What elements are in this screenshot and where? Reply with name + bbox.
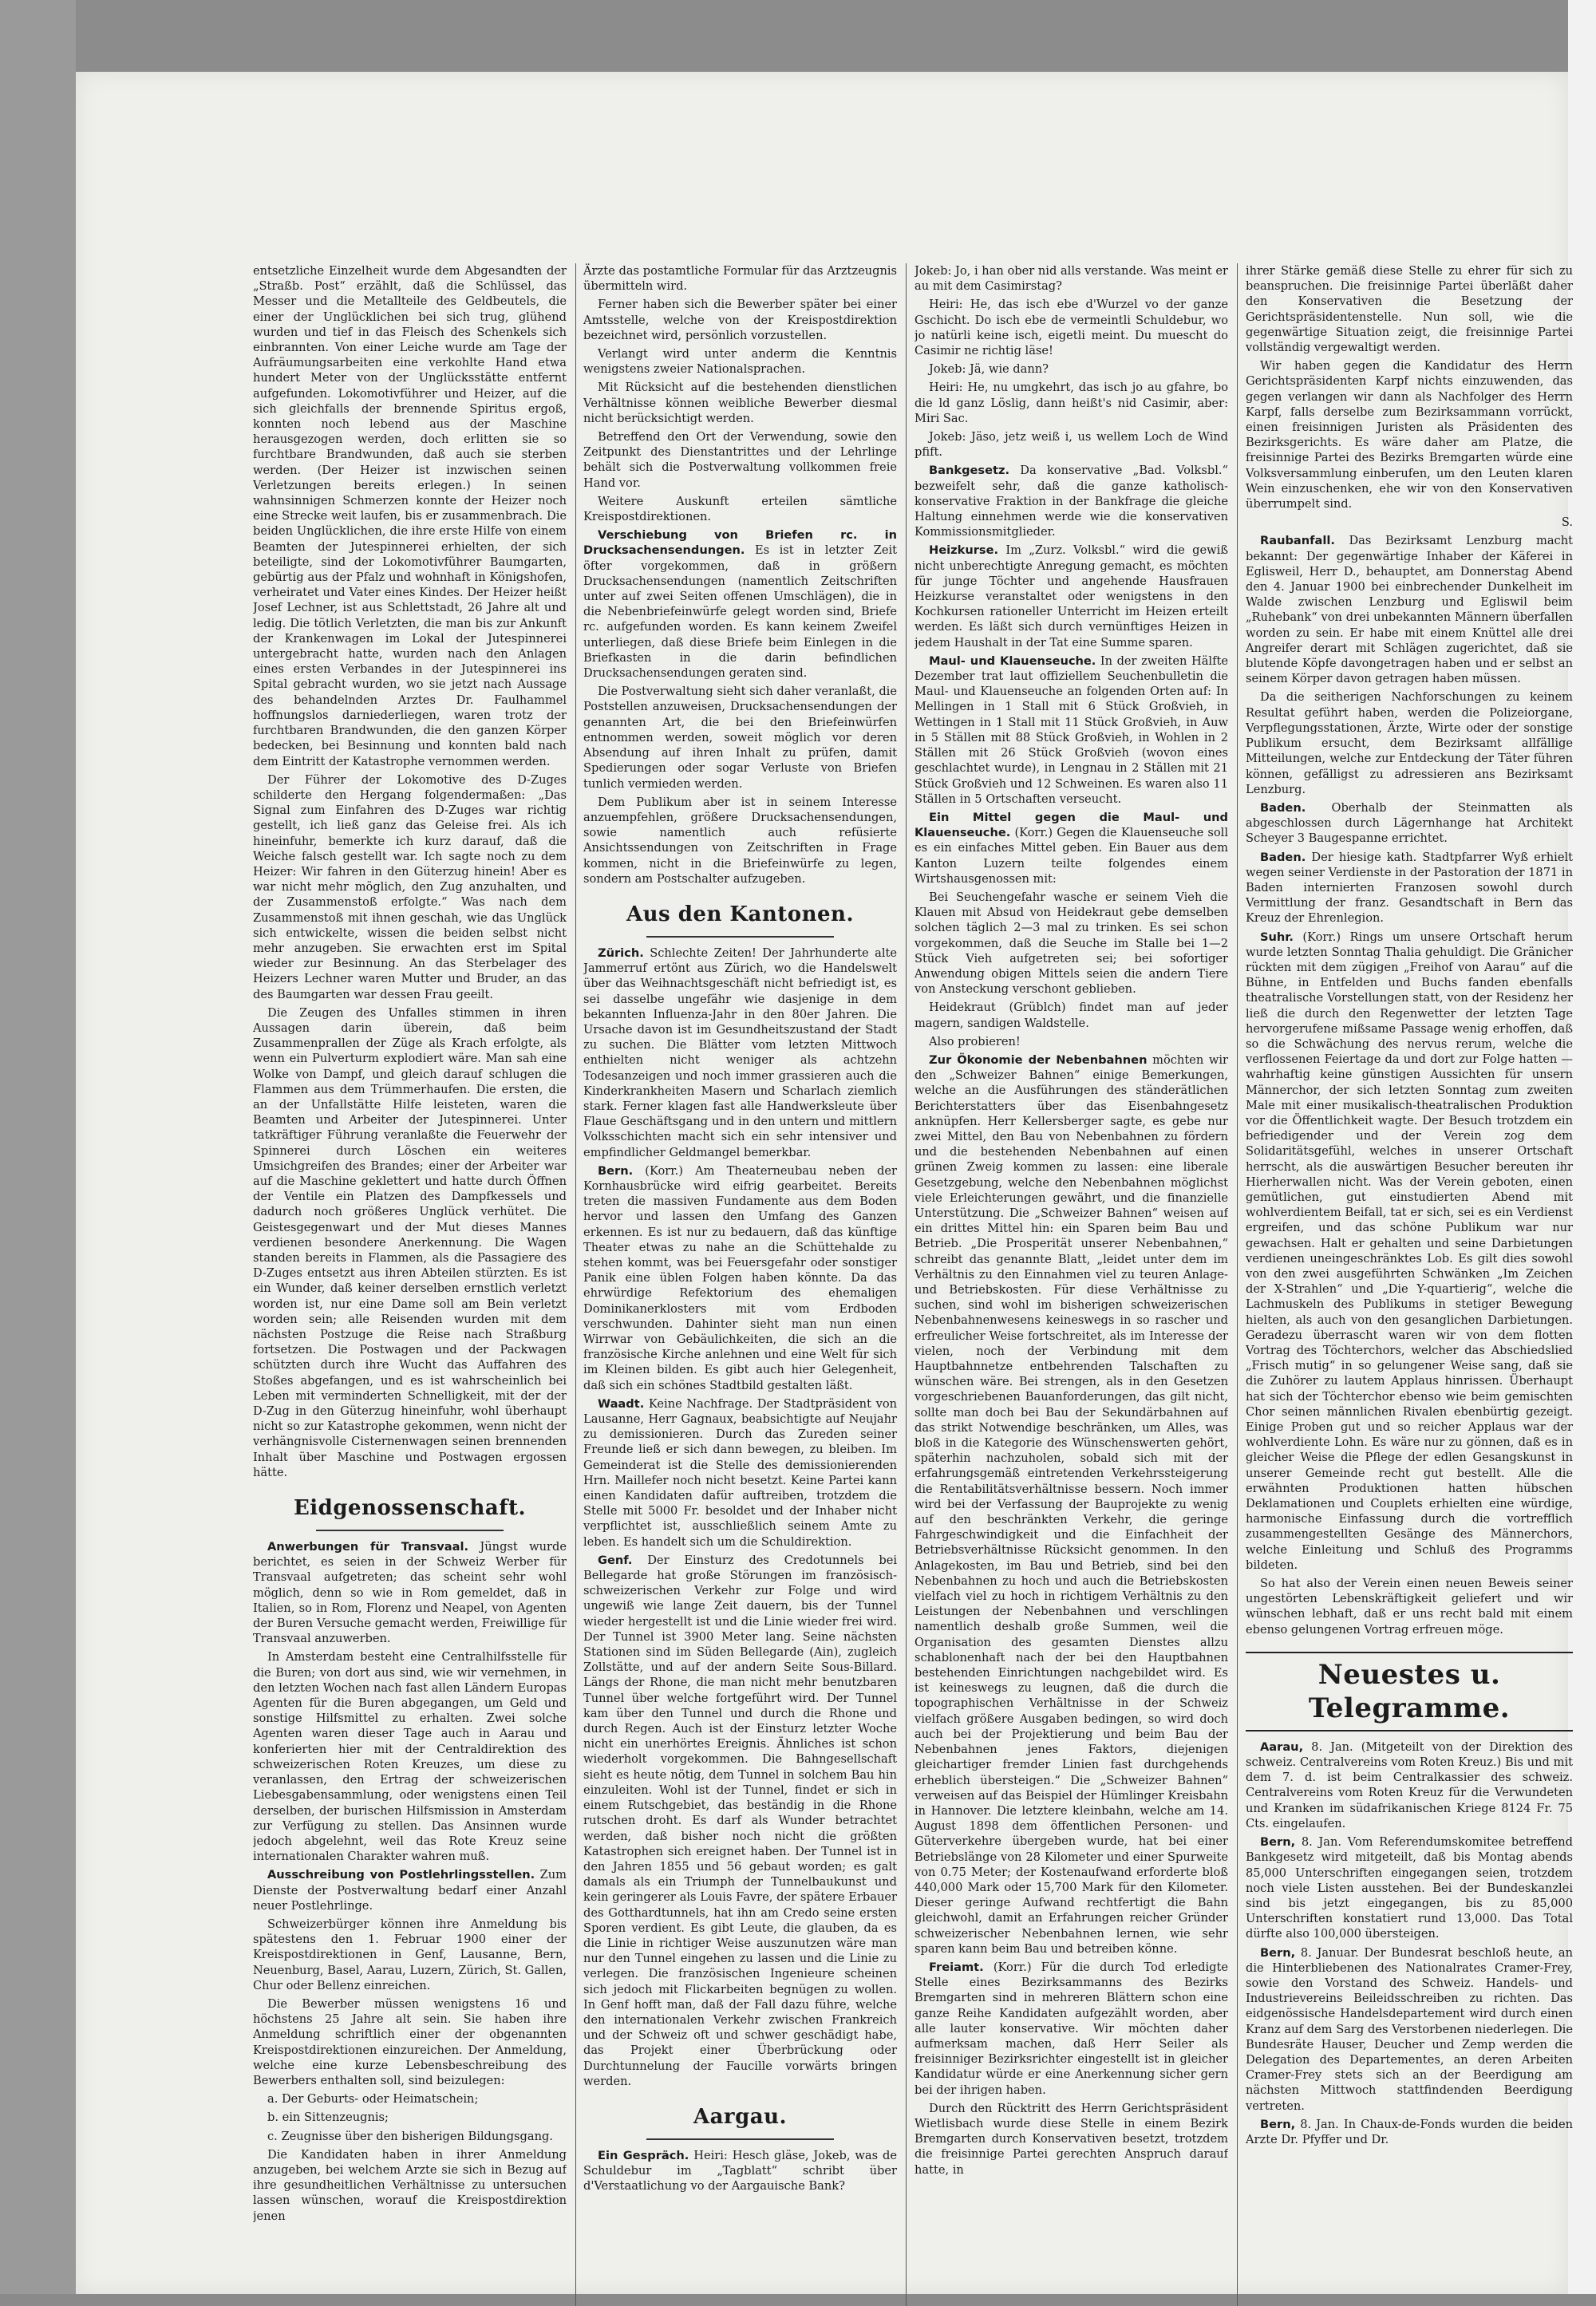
article-paragraph: Mit Rücksicht auf die bestehenden dienstlichen Verhältnisse können weibliche Bewerber diesmal nicht berücksichtigt werden.: [583, 381, 897, 425]
item-heading: Bern,: [1260, 1945, 1296, 1960]
dialog-line: Heiri: He, nu umgkehrt, das isch jo au gfahre, bo die ld ganz Löslig, dann heißt's nid Casimir, aber: Miri Sac.: [915, 381, 1228, 425]
dialog-line: Jokeb: Jäso, jetz weiß i, us wellem Loch de Wind pfift.: [915, 430, 1228, 460]
item-text: (Korr.) Am Theaterneubau neben der Kornhausbrücke wird eifrig gearbeitet. Bereits treten die massiven Fundamente aus dem Boden hervor und lassen den Umfang des Ganzen erkennen. Es ist nur zu bedauern, daß das künftige Theater etwas zu nahe an die Schüttehalde zu stehen kommt, was bei Feuersgefahr oder sonstiger Panik eine üblen Folgen haben könnte. Da das ehrwürdige Refektorium des ehemaligen Dominikanerklosters mit vom Erdboden verschwunden. Dahinter sieht man nun einen Wirrwar von Gebäulichkeiten, die sich an die französische Kirche anlehnen und eine Welt für sich im Kleinen bilden. Es gibt auch hier Gelegenheit, daß sich ein schönes Stadtbild gestalten läßt.: [583, 1163, 897, 1392]
item-text: Jüngst wurde berichtet, es seien in der Schweiz Werber für Transvaal aufgetreten; das scheint sehr wohl möglich, denn so wie in Rom gemeldet, daß in Italien, so in Rom, Florenz und Neapel, von Agenten der Buren Versuche gemacht werden, Freiwillige für Transvaal anzuwerben.: [253, 1540, 567, 1646]
item-heading: Heizkurse.: [929, 543, 999, 558]
news-item: [915, 653, 1228, 807]
newspaper-content: [253, 263, 1578, 2306]
signature: S.: [1561, 515, 1573, 530]
item-text: (Korr.) Für die durch Tod erledigte Stelle eines Bezirksammanns des Bezirks Bremgarten sind in mehreren Blättern schon eine ganze Reihe Kandidaten aufgezählt worden, aber alle lauter konservative. Wir möchten daher aufmerksam machen, daß Herr Seiler als freisinniger Bezirksrichter eingestellt ist in gleicher Kandidatur würde er eine Anerkennung sicher gern bei der ihrigen haben.: [915, 1960, 1228, 2097]
dialog-line: Jokeb: Jä, wie dann?: [929, 362, 1049, 377]
item-text: (Korr.) Gegen die Klauenseuche soll es ein einfaches Mittel geben. Ein Bauer aus dem Kanton Luzern teilte folgendes einem Wirtshausgenossen mit:: [915, 826, 1228, 886]
item-heading: Ausschreibung von Postlehrlingsstellen.: [267, 1868, 535, 1882]
column-1: [253, 263, 567, 2306]
item-heading: Zur Ökonomie der Nebenbahnen: [929, 1052, 1148, 1067]
item-heading: Bankgesetz.: [929, 464, 1010, 478]
item-heading: Bern.: [598, 1163, 634, 1178]
news-item: [583, 2148, 897, 2194]
item-text: Das Bezirksamt Lenzburg macht bekannt: Der gegenwärtige Inhaber der Käferei in Eglisweil, Herr D., behauptet, am Donnerstag Abend den 4. Januar 1900 bei einbrechender Dunkelheit im Walde zwischen Lenzburg und Egliswil beim „Ruhebank“ von drei unbekannten Männern überfallen worden zu sein. Er habe mit einem Knüttel alle drei Angreifer derart mit Schlägen zugerichtet, daß sie blutende Köpfe davongetragen haben und er selbst an seinem Körper davon getragen haben müssen.: [1246, 534, 1573, 686]
section-divider: [646, 936, 835, 938]
item-text: a. Der Geburts- oder Heimatschein;: [267, 2092, 479, 2107]
item-heading: Freiamt.: [929, 1960, 984, 1974]
news-item: [253, 2147, 567, 2224]
news-item: [915, 1052, 1228, 1957]
item-text: Die Kandidaten haben in ihrer Anmeldung anzugeben, bei welchem Arzte sie sich in Bezug auf ihre gesundheitlichen Verhältnisse zu untersuchen lassen wünschen, worauf die Kreispostdirektion jenen: [253, 2147, 567, 2223]
item-text: Heidekraut (Grüblch) findet man auf jeder magern, sandigen Waldstelle.: [915, 1001, 1228, 1030]
item-text: In der zweiten Hälfte Dezember trat laut offiziellem Seuchenbulletin die Maul- und Klauenseuche an folgenden Orten auf: In Mellingen in 1 Stall mit 6 Stück Großvieh, in Wettingen in 1 Stall mit 11 Stück Großvieh, in Auw in 5 Ställen mit 88 Stück Großvieh, in Wohlen in 2 Ställen mit 26 Stück Großvieh (wovon eines geschlachtet wurde), in Lengnau in 2 Ställen mit 21 Stück Großvieh und 12 Schweinen. Es waren also 11 Ställen in 5 Ortschaften verseucht.: [915, 653, 1228, 806]
item-heading: Ein Mittel gegen die Maul- und Klauenseuche.: [915, 810, 1228, 840]
newspaper-page: [76, 72, 1573, 2294]
telegram-item: [1246, 1834, 1573, 1941]
column-2: [583, 263, 897, 2306]
dialog-line: Jokeb: Jo, i han ober nid alls verstande. Was meint er au mit dem Casimirstag?: [915, 264, 1228, 294]
item-text: Dem Publikum aber ist in seinem Interesse anzuempfehlen, größere Drucksachensendungen, sowie namentlich auch refüsierte Ansichtssendungen von Zeitschriften in Frage kommen, nicht in die Briefeinwürfe zu legen, sondern am Postschalter aufzugeben.: [583, 795, 897, 886]
section-title-telegrams: Neuestes u. Telegramme.: [1246, 1652, 1573, 1731]
news-item: [1246, 689, 1573, 796]
news-item: [915, 1034, 1228, 1049]
news-item: [915, 2101, 1228, 2178]
item-text: Die Postverwaltung sieht sich daher veranlaßt, die Poststellen anzuweisen, Drucksachensendungen der genannten Art, die bei den Briefeinwürfen entnommen werden, soweit möglich vor deren Absendung auf ihren Inhalt zu prüfen, damit Spedierungen oder sogar Verluste von Briefen tunlich vermieden werden.: [583, 685, 897, 791]
item-heading: Aarau,: [1260, 1739, 1304, 1754]
news-item: [915, 463, 1228, 539]
list-item: [253, 2110, 567, 2125]
telegram-item: [1246, 2117, 1573, 2147]
news-item: [915, 810, 1228, 886]
news-item: [253, 1649, 567, 1864]
item-text: Durch den Rücktritt des Herrn Gerichtspräsident Wietlisbach wurde diese Stelle in einem Bezirk Bremgarten durch Konservativen besetzt, trotzdem die freisinnige Partei gerechten Anspruch darauf hatte, in: [915, 2101, 1228, 2177]
section-title: Eidgenossenschaft.: [293, 1496, 527, 1521]
news-item: [915, 1000, 1228, 1030]
item-heading: Bern,: [1260, 1835, 1296, 1850]
item-text: (Korr.) Rings um unsere Ortschaft herum wurde letzten Sonntag Thalia gehuldigt. Die Gränicher rückten mit dem zügigen „Freihof von Aarau“ auf die Bühne, in Entfelden und Buchs fanden ebenfalls theatralische Vorstellungen statt, von der Residenz her ließ die durch den Regenwetter der letzten Tage hervorgerufene mißsame Passage wenig erhoffen, daß so die Schwächung des nervus rerum, welche die verflossenen Feiertage da und dort zur Folge hatten — wahrhaftig keine günstigen Aussichten für unsern Männerchor, der sich letzten Sonntag zum zweiten Male mit einer musikalisch-theatralischen Produktion vor die Öffentlichkeit wagte. Der Besuch trotzdem ein befriedigender und der Verein zog dem Solidaritätsgefühl, welches in unserer Ortschaft herrscht, als die auswärtigen Besucher bereuten ihr Hierherwallen nicht. Was der Verein geboten, einen gemütlichen, gut einstudierten Abend mit wohlverdientem Beifall, tat er sich, sei es ein Verdienst ergreifen, und das schöne Publikum war nur gewachsen. Halt er gehalten und seine Darbietungen verdienen uneingeschränktes Lob. Es gilt dies sowohl von den zwei ausgeführten Schwänken „Im Zeichen der X-Strahlen“ und „Die Y-quartierig“, welche die Lachmuskeln des Publikums in stetiger Bewegung hielten, als auch von den gesanglichen Darbietungen. Geradezu überrascht waren wir von dem flotten Vortrag des Töchterchors, welcher das Abschiedslied „Frisch mutig“ in so gelungener Weise sang, daß sie die Zuhörer zu lautem Applaus hinrissen. Überhaupt hat sich der Töchterchor ebenso wie beim gemischten Chor seinen männlichen Rivalen ebenbürtig gezeigt. Einige Proben gut und so reicher Applaus war der wohlverdiente Lohn. Es wäre nur zu gönnen, daß es in gleicher Weise die Pflege der edlen Gesangskunst in unserer Gemeinde recht gut bestellt. Alle die erwähnten Produktionen hatten hübschen Deklamationen und Couplets erhielten eine würdige, harmonische Einfassung durch die vortrefflich zusammengestellten Gesänge des Männerchors, welche Einleitung und Schluß des Programms bildeten.: [1246, 930, 1573, 1572]
news-item: [583, 1163, 897, 1393]
list-item: [253, 2129, 567, 2144]
item-heading: Waadt.: [598, 1396, 645, 1411]
item-text: Im „Zurz. Volksbl.“ wird die gewiß nicht unberechtigte Anregung gemacht, es möchten für junge Töchter und angehende Hausfrauen Heizkurse veranstaltet oder wenigstens in den Kochkursen rationeller Unterricht im Heizen erteilt werden. Es läßt sich durch vernünftiges Heizen in jedem Haushalt in der Tat eine Summe sparen.: [915, 543, 1228, 650]
scan-background-left: [0, 0, 76, 2294]
scan-background-top: [76, 0, 1596, 72]
article-paragraph: Ferner haben sich die Bewerber später bei einer Amtsstelle, welche von der Kreispostdirektion bezeichnet wird, persönlich vorzustellen.: [583, 298, 897, 342]
news-item: [253, 1996, 567, 2088]
item-text: Der Einsturz des Credotunnels bei Bellegarde hat große Störungen im französisch-schweizerischen Verkehr zur Folge und wird ungewiß wie lange Zeit dauern, bis der Tunnel wieder hergestellt ist und die Linie wieder frei wird. Der Tunnel ist 3900 Meter lang. Seine nächsten Stationen sind im Süden Bellegarde (Ain), zugleich Zollstätte, und auf der andern Seite Sous-Billard. Längs der Rhone, die man nicht mehr benutzbaren Tunnel über welche fortgeführt wird. Der Tunnel kam über den Tunnel und durch die Rhone und durch Regen. Auch ist der Einsturz letzter Woche nicht ein unerhörtes Ereignis. Ähnliches ist schon wiederholt vorgekommen. Die Bahngesellschaft sieht es heute nötig, dem Tunnel in solchem Bau hin einzuleiten. Wohl ist der Tunnel, findet er sich in einem Rutschgebiet, das beständig in die Rhone rutschen droht. Es darf als Wunder betrachtet werden, daß bisher noch nicht die größten Katastrophen sich ereignet haben. Der Tunnel ist in den Jahren 1855 und 56 gebaut worden; es galt damals als ein Triumph der Tunnelbaukunst und kein geringerer als Louis Favre, der spätere Erbauer des Gotthardtunnels, hat ihn am Credo seine ersten Sporen verdient. Es gibt Leute, die glauben, da es die Linie in richtiger Weise auszunutzen wäre man nur den Tunnel eingehen zu lassen und die Linie zu verlegen. Die französischen Ingenieure scheinen sich jedoch mit Flickarbeiten begnügen zu wollen. In Genf hofft man, daß der Fall dazu führe, welche den internationalen Verkehr zwischen Frankreich und der Schweiz oft und schwer geschädigt habe, das Projekt einer Überbrückung oder Durchtunnelung der Faucille vorwärts bringen werden.: [583, 1553, 897, 2088]
news-item: [1246, 930, 1573, 1574]
item-text: 8. Jan. In Chaux-de-Fonds wurden die beiden Arzte Dr. Pfyffer und Dr.: [1246, 2117, 1573, 2146]
article-paragraph: ihrer Stärke gemäß diese Stelle zu ehrer für sich zu beanspruchen. Die freisinnige Partei überläßt daher den Konservativen die Besetzung der Gerichtspräsidentenstelle. Nun soll, wie die gegenwärtige Situation zeigt, die freisinnige Partei vollständig vergewaltigt werden.: [1246, 264, 1573, 355]
news-item: [915, 1960, 1228, 2098]
item-heading: Suhr.: [1260, 930, 1294, 944]
item-text: c. Zeugnisse über den bisherigen Bildungsgang.: [267, 2129, 553, 2143]
item-text: Es ist in letzter Zeit öfter vorgekommen, daß in größern Drucksachensendungen (namentlich Zeitschriften unter auf zwei Seiten offenen Umschlägen), die in die Nebenbriefeinwürfe gelegt worden sind, Briefe rc. aufgefunden worden. Es kann keinem Zweifel unterliegen, daß diese Briefe beim Einlegen in die Briefkasten in die darin befindlichen Drucksachensendungen geraten sind.: [583, 543, 897, 681]
section-divider: [316, 1530, 504, 1531]
news-item: [1246, 800, 1573, 847]
item-heading: Maul- und Klauenseuche.: [929, 653, 1096, 668]
item-text: Die Bewerber müssen wenigstens 16 und höchstens 25 Jahre alt sein. Sie haben ihre Anmeldung schriftlich einer der obgenannten Kreispostdirektionen einzureichen. Der Anmeldung, welche eine kurze Lebensbeschreibung des Bewerbers enthalten soll, sind beizulegen:: [253, 1996, 567, 2087]
item-text: Keine Nachfrage. Der Stadtpräsident von Lausanne, Herr Gagnaux, beabsichtigte auf Neujahr zu demissionieren. Durch das Zureden seiner Freunde ließ er sich dann bewegen, zu bleiben. Im Gemeinderat ist die Stelle des demissionierenden Hrn. Maillefer noch nicht besetzt. Keine Partei kann einen Kandidaten dafür auftreiben, trotzdem die Stelle mit 5000 Fr. besoldet und der Inhaber nicht verpflichtet ist, ausschließlich seinem Amte zu leben. Es handelt sich um die Schuldirektion.: [583, 1396, 897, 1549]
article-paragraph: Wir haben gegen die Kandidatur des Herrn Gerichtspräsidenten Karpf nichts einzuwenden, das gegen verlangen wir dann als Nachfolger des Herrn Karpf, falls derselbe zum Bezirksammann vorrückt, einen freisinnigen Juristen als Präsidenten des Bezirksgerichts. Es wäre daher am Platze, die freisinnige Partei des Bezirks Bremgarten würde eine Volksversammlung einberufen, um den Leuten klaren Wein einzuschenken, ehe wir von den Konservativen überrumpelt sind.: [1246, 359, 1573, 511]
column-4: [1246, 263, 1573, 2306]
column-rule: [575, 263, 576, 2306]
article-paragraph: Verlangt wird unter anderm die Kenntnis wenigstens zweier Nationalsprachen.: [583, 347, 897, 377]
column-rule: [1237, 263, 1238, 2306]
telegram-item: [1246, 1945, 1573, 2114]
item-text: möchten wir den „Schweizer Bahnen“ einige Bemerkungen, welche an die Ausführungen des ständerätlichen Berichterstatters über das Eisenbahngesetz anknüpfen. Herr Kellersberger sagte, es gebe nur zwei Mittel, den Bau von Nebenbahnen zu fördern und die bestehenden Nebenbahnen auf einen grünen Zweig kommen zu lassen: eine liberale Gesetzgebung, welche den Nebenbahnen möglichst viele Erleichterungen gewährt, und die finanzielle Unterstützung. Die „Schweizer Bahnen“ weisen auf ein drittes Mittel hin: ein Sparen beim Bau und Betrieb. „Die Prosperität unserer Nebenbahnen,“ schreibt das genannte Blatt, „leidet unter dem im Verhältnis zu den Einnahmen viel zu teuren Anlage- und Betriebskosten. Für diese Verhältnisse zu suchen, sind wohl im bisherigen schweizerischen Nebenbahnenwesens keineswegs in so rascher und erfreulicher Weise fortschreitet, als im Interesse der vielen, noch der Verbindung mit dem Hauptbahnnetze entbehrenden Talschaften zu wünschen wäre. Bei strengen, als in den Gesetzen vorgeschriebenen Bauanforderungen, das gilt nicht, sollte man doch bei Bau der Sekundärbahnen auf das strikt Notwendige beschränken, um Alles, was bloß in die Kategorie des Wünschenswerten gehört, späterhin nachzuholen, sobald sich mit der erfahrungsgemäß eintretenden Verkehrssteigerung die Rentabilitätsverhältnisse bessern. Noch immer wird bei der Verfassung der Bauprojekte zu wenig auf den beschränkten Verkehr, die geringe Fahrgeschwindigkeit und die Einfachheit der Betriebsverhältnisse Rücksicht genommen. In den Anlagekosten, im Bau und Betrieb, sind bei den Nebenbahnen zu hoch und auch die Betriebskosten vielfach viel zu hoch in richtigem Verhältnis zu den Leistungen der Nebenbahnen und verschlingen namentlich deshalb große Summen, weil die Organisation des gesamten Dienstes allzu schablonenhaft nach der bei den Hauptbahnen bestehenden Einrichtungen nachgebildet wird. Es ist keineswegs zu leugnen, daß die durch die topographischen Verhältnisse in der Schweiz vielfach größere Ausgaben bedingen, so wird doch auch bei der Projektierung und beim Bau der Nebenbahnen jenes Faktors, diejenigen gleichartiger fremder Linien fast durchgehends erheblich übersteigen.“ Die „Schweizer Bahnen“ verweisen auf das Beispiel der Hümlinger Kreisbahn in Hannover. Die letztere kleinbahn, welche am 14. August 1898 dem öffentlichen Personen- und Güterverkehre übergeben wurde, hat bei einer Betriebslänge von 28 Kilometer und einer Spurweite von 0.75 Meter; der Kostenaufwand erforderte bloß 440,000 Mark oder 15,700 Mark für den Kilometer. Dieser geringe Aufwand rechtfertigt die Bahn gleichwohl, damit an Erfahrungen reicher Gründer schweizerischer Nebenbahnen lernen, wie sehr sparen kann beim Bau und betreiben könne.: [915, 1052, 1228, 1956]
news-item: [1246, 1576, 1573, 1637]
column-rule: [906, 263, 907, 2306]
item-text: Schlechte Zeiten! Der Jahrhunderte alte Jammerruf ertönt aus Zürich, wo die Handelswelt über das Weihnachtsgeschäft nicht befriedigt ist, es sei dasselbe ungefähr wie dasjenige in dem bekannten Influenza-Jahr in den 80er Jahren. Die Ursache davon ist im Gesundheitszustand der Stadt zu suchen. Die Blätter vom letzten Mittwoch enthielten nicht weniger als achtzehn Todesanzeigen und noch immer grassieren auch die Kinderkrankheiten Masern und Scharlach ziemlich stark. Ferner klagen fast alle Handwerksleute über Flaue Geschäftsgang und in den untern und mittlern Volksschichten macht sich ein sehr intensiver und empfindlicher Geldmangel bemerkbar.: [583, 946, 897, 1159]
item-heading: Ein Gespräch.: [598, 2148, 689, 2162]
item-heading: Bern,: [1260, 2117, 1296, 2131]
section-title: Aus den Kantonen.: [626, 902, 855, 926]
section-title: Aargau.: [693, 2104, 788, 2129]
news-item: [253, 1539, 567, 1646]
item-heading: Verschiebung von Briefen rc. in Drucksachensendungen.: [583, 528, 897, 558]
item-text: In Amsterdam besteht eine Centralhilfsstelle für die Buren; von dort aus sind, wie wir vernehmen, in den letzten Wochen nach fast allen Ländern Europas Agenten für die Buren abgegangen, um Geld und sonstige Hilfsmittel zu erhalten. Zwei solche Agenten waren dieser Tage auch in Aarau und konferierten hier mit der Centraldirektion des schweizerischen Roten Kreuzes, um diese zu veranlassen, den Ertrag der schweizerischen Liebesgabensammlung, oder wenigstens einen Teil derselben, der burischen Hilfsmission in Amsterdam zur Verfügung zu stellen. Das Ansinnen wurde jedoch abgelehnt, weil das Rote Kreuz seine internationalen Charakter wahren muß.: [253, 1650, 567, 1864]
item-text: 8. Jan. (Mitgeteilt von der Direktion des schweiz. Centralvereins vom Roten Kreuz.) Bis und mit dem 7. d. ist beim Centralkassier des schweiz. Centralvereins vom Roten Kreuz für die Verwundeten und Kranken im südafrikanischen Kriege 8124 Fr. 75 Cts. eingelaufen.: [1246, 1739, 1573, 1830]
news-item: [915, 890, 1228, 997]
item-heading: Anwerbungen für Transvaal.: [267, 1540, 469, 1554]
item-heading: Baden.: [1260, 850, 1306, 864]
item-text: Da konservative „Bad. Volksbl.“ bezweifelt sehr, daß die ganze katholisch-konservative Fraktion in der Bankfrage die gleiche Haltung einnehmen werde wie die konservativen Kommissionsmitglieder.: [915, 464, 1228, 539]
telegram-item: [1246, 1739, 1573, 1831]
article-paragraph: Ärzte das postamtliche Formular für das Arztzeugnis übermitteln wird.: [583, 264, 897, 294]
news-item: [583, 946, 897, 1160]
item-text: Zum Dienste der Postverwaltung bedarf einer Anzahl neuer Postlehrlinge.: [253, 1868, 567, 1913]
item-text: 8. Jan. Vom Referendumskomitee betreffend Bankgesetz wird mitgeteilt, daß bis Montag abends 85,000 Unterschriften eingegangen seien, trotzdem noch viele Listen ausstehen. Bei der Bundeskanzlei sind bis jetzt eingegangen, bis zu 85,000 Unterschriften konstatiert rund 13,000. Das Total dürfte also 100,000 übersteigen.: [1246, 1835, 1573, 1941]
news-item: [583, 527, 897, 681]
section-divider: [646, 2138, 835, 2140]
news-item: [253, 1867, 567, 1913]
item-text: Bei Seuchengefahr wasche er seinem Vieh die Klauen mit Absud von Heidekraut gebe demselben solchen täglich 2—3 mal zu trinken. Es sei schon vorgekommen, daß die Seuche im Stalle bei 1—2 Stück Vieh aufgetreten sei; bei sofortiger Anwendung obigen Mittels seien die andern Tiere von Ansteckung verschont geblieben.: [915, 890, 1228, 997]
item-text: Heiri: Hesch gläse, Jokeb, was de Schuldebur im „Tagblatt“ schribt über d'Verstaatlichung vo der Aargauische Bank?: [583, 2148, 897, 2193]
item-heading: Zürich.: [598, 946, 644, 960]
list-item: [253, 2091, 567, 2107]
news-item: [583, 1553, 897, 2089]
item-text: So hat also der Verein einen neuen Beweis seiner ungestörten Lebenskräftigkeit geliefert und wir wünschen lebhaft, daß er uns recht bald mit einem ebenso gelungenen Vortrag erfreuen möge.: [1246, 1577, 1573, 1637]
item-heading: Raubanfall.: [1260, 534, 1335, 548]
column-3: [915, 263, 1228, 2306]
article-paragraph: Weitere Auskunft erteilen sämtliche Kreispostdirektionen.: [583, 494, 897, 524]
news-item: [583, 795, 897, 886]
news-item: [583, 1396, 897, 1550]
item-heading: Baden.: [1260, 800, 1306, 815]
news-item: [1246, 533, 1573, 686]
article-paragraph: Die Zeugen des Unfalles stimmen in ihren Aussagen darin überein, daß beim Zusammenprallen der Züge als Krach erfolgte, als wenn ein Pulverturm explodiert wäre. Man sah eine Wolke von Dampf, und gleich darauf schlugen die Flammen aus dem Trümmerhaufen. Die ersten, die an der Unfallstätte Hilfe leisteten, waren die Beamten und Arbeiter der Jutespinnerei. Unter tatkräftiger Führung veranlaßte die Feuerwehr der Spinnerei durch Löschen ein weiteres Umsichgreifen des Brandes; einer der Arbeiter war auf die Maschine geklettert und hatte durch Öffnen der Ventile ein Platzen des Dampfkessels und dadurch noch größeres Unglück verhütet. Die Geistesgegenwart und der Mut dieses Mannes verdienen besondere Anerkennung. Die Wagen standen bereits in Flammen, als die Passagiere des D-Zuges entsetzt aus ihren Abteilen stürzten. Es ist ein Wunder, daß keiner derselben ernstlich verletzt worden ist, nur eine Dame soll am Bein verletzt worden sein; alle Reisenden wurden mit dem nächsten Postzuge die Reise nach Straßburg fortsetzen. Die Postwagen und der Packwagen schützten durch ihre Wucht das Auffahren des Stoßes abgefangen, und es ist wahrscheinlich bei Leben mit verminderten Schnelligkeit, mit der der D-Zug in den Güterzug hineinfuhr, wohl überhaupt nicht so zur Katastrophe gekommen, wenn nicht der verhängnisvolle Cisternenwagen seinen brennenden Inhalt über Maschine und Postwagen ergossen hätte.: [253, 1005, 567, 1479]
dialog-line: Heiri: He, das isch ebe d'Wurzel vo der ganze Gschicht. Do isch ebe de vermeintli Schuldebur, wo jo natürli keine isch, eigetli meint. Du muescht do Casimir ne richtig läse!: [915, 298, 1228, 358]
article-paragraph: Betreffend den Ort der Verwendung, sowie den Zeitpunkt des Dienstantrittes und der Lehrlinge behält sich die Postverwaltung vollkommen freie Hand vor.: [583, 430, 897, 490]
item-text: Da die seitherigen Nachforschungen zu keinem Resultat geführt haben, werden die Polizeiorgane, Verpflegungsstationen, Ärzte, Wirte oder der sonstige Publikum ersucht, dem Bezirksamt allfällige Mitteilungen, welche zur Entdeckung der Täter führen können, gefälligst zu adressieren ans Bezirksamt Lenzburg.: [1246, 690, 1573, 796]
item-text: Der hiesige kath. Stadtpfarrer Wyß erhielt wegen seiner Verdienste in der Pastoration der 1871 in Baden internierten Franzosen sowohl durch Vermittlung der franz. Gesandtschaft in Bern das Kreuz der Ehrenlegion.: [1246, 850, 1573, 926]
item-text: Oberhalb der Steinmatten als abgeschlossen durch Lägernhange hat Architekt Scheyer 3 Baugespanne errichtet.: [1246, 800, 1573, 846]
news-item: [583, 684, 897, 791]
item-text: Schweizerbürger können ihre Anmeldung bis spätestens den 1. Februar 1900 einer der Kreispostdirektionen in Genf, Lausanne, Bern, Neuenburg, Basel, Aarau, Luzern, Zürich, St. Gallen, Chur oder Bellenz einreichen.: [253, 1917, 567, 1992]
item-heading: Genf.: [598, 1553, 633, 1567]
news-item: [1246, 850, 1573, 926]
article-paragraph: Der Führer der Lokomotive des D-Zuges schilderte den Hergang folgendermaßen: „Das Signal zum Einfahren des D-Zuges war richtig gestellt, ich ließ ganz das Geleise frei. Als ich hineinfuhr, bemerkte ich kurz darauf, daß die Weiche falsch gestellt war. Ich sagte noch zu dem Heizer: Wir fahren in den Güterzug hinein! Aber es war nicht mehr möglich, den Zug anzuhalten, und der Zusammenstoß erfolgte.“ Was nach dem Zusammenstoß mit ihnen geschah, wie das Unglück sich entwickelte, wissen die beiden selbst nicht mehr anzugeben. Sie erwachten erst im Spital wieder zur Besinnung. An das Sterbelager des Heizers Lechner waren Mutter und Bruder, an das des Baumgarten war dessen Frau geeilt.: [253, 772, 567, 1001]
news-item: [253, 1917, 567, 1993]
article-paragraph: entsetzliche Einzelheit wurde dem Abgesandten der „Straßb. Post“ erzählt, daß die Schlüssel, das Messer und die Metallteile des Geldbeutels, die einer der Unglücklichen bei sich trug, glühend wurden und tief in das Fleisch des Schenkels sich einbrannten. Von einer Leiche wurde am Tage der Aufräumungsarbeiten eine verkohlte Hand etwa hundert Meter von der Unglücksstätte entfernt aufgefunden. Lokomotivführer und Heizer, auf die sich gleichfalls der brennende Spiritus ergoß, konnten noch lebend aus der Maschine herausgezogen werden, doch erlitten sie so furchtbare Brandwunden, daß auch sie sterben werden. (Der Heizer ist inzwischen seinen Verletzungen bereits erlegen.) In seinen wahnsinnigen Schmerzen konnte der Heizer noch eine Strecke weit laufen, bis er zusammenbrach. Die beiden Unglücklichen, die ihre erste Hilfe von einem Beamten der Jutespinnerei erhielten, der sich beteiligte, sind der Lokomotivführer Baumgarten, gebürtig aus der Pfalz und wohnhaft in Königshofen, verheiratet und Vater eines Kindes. Der Heizer heißt Josef Lechner, ist aus Schlettstadt, 26 Jahre alt und ledig. Die tötlich Verletzten, die man bis zur Ankunft der Krankenwagen im Lokal der Jutespinnerei untergebracht hatte, wurden nach den Anlagen eines ersten Verbandes in der Jutespinnerei ins Spital gebracht wurden, wo sie jetzt nach Aussage des behandelnden Arztes Dr. Faulhammel hoffnungslos darniederliegen, waren trotz der furchtbaren Brandwunden, die den ganzen Körper bedecken, bei Besinnung und konnten bald nach dem Eintritt der Katastrophe vernommen werden.: [253, 264, 567, 768]
item-text: 8. Januar. Der Bundesrat beschloß heute, an die Hinterbliebenen des Nationalrates Cramer-Frey, sowie den Vorstand des Schweiz. Handels- und Industrievereins Beileidsschreiben zu richten. Das eidgenössische Handelsdepartement wird durch einen Kranz auf dem Sarg des Verstorbenen niederlegen. Die Bundesräte Hauser, Deucher und Zemp werden die Delegation des Departementes, an deren Arbeiten Cramer-Frey stets sich an der Beerdigung am nächsten Mittwoch stattfindenden Beerdigung vertreten.: [1246, 1945, 1573, 2113]
item-text: Also probieren!: [929, 1034, 1021, 1048]
item-text: b. ein Sittenzeugnis;: [267, 2111, 389, 2125]
news-item: [915, 543, 1228, 650]
